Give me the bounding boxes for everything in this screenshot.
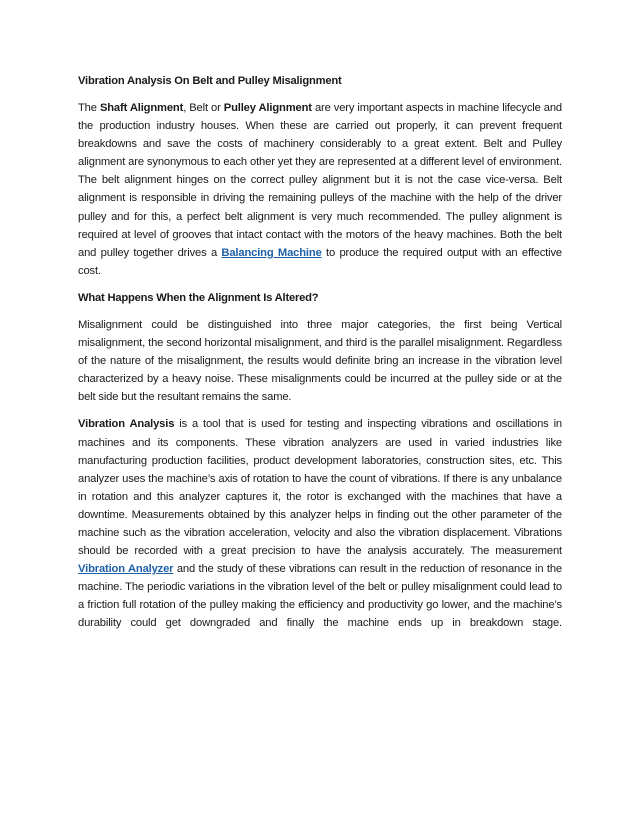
text-run: The bbox=[78, 102, 100, 114]
section-heading: What Happens When the Alignment Is Altered? bbox=[78, 291, 319, 304]
article-title: Vibration Analysis On Belt and Pulley Misalignment bbox=[78, 75, 342, 87]
bold-vibration-analysis: Vibration Analysis bbox=[78, 418, 175, 431]
text-run: is a tool that is used for testing and inspecting vibrations and oscillations in machines and its components. These vibration analyzers are used in varied industries like manufacturing production facilities, product development laboratories, construction sites, etc. This analyzer uses the machine’s axis of rotation to have the count of vibrations. If there is any unbalance in rotation and this analyzer captures it, the rotor is exchanged with the machines that have a downtime. Measurements obtained by this analyzer helps in finding out the other parameter of the machine such as the vibration acceleration, velocity and also the vibration displacement. Vibrations should be recorded with a great precision to have the analysis accurately. The measurement bbox=[78, 418, 562, 558]
text-run: to produce the required output with an effective cost. bbox=[78, 246, 562, 277]
paragraph-vibration-analysis bbox=[78, 415, 562, 632]
bold-shaft-alignment: Shaft Alignment bbox=[99, 102, 184, 114]
text-run: are very important aspects in machine lifecycle and the production industry houses. When these are carried out properly, it can prevent frequent breakdowns and save the costs of machinery considerably to a great extent. Belt and Pulley alignment are synonymous to each other yet they are represented at a different level of environment. The belt alignment hinges on the correct pulley alignment but it is not the case vice-versa. Belt alignment is responsible in driving the remaining pulleys of the machine with the help of the driver pulley and for this, a perfect belt alignment is very much recommended. The pulley alignment is required at level of grooves that intact contact with the motors of the heavy machines. Both the belt and pulley together drives a bbox=[78, 102, 562, 259]
vibration-analyzer-link[interactable]: Vibration Analyzer bbox=[78, 563, 174, 576]
bold-pulley-alignment: Pulley Alignment bbox=[223, 102, 312, 114]
paragraph-intro bbox=[78, 99, 562, 280]
document-page bbox=[78, 72, 562, 642]
balancing-machine-link[interactable]: Balancing Machine bbox=[221, 246, 322, 259]
text-run: , Belt or bbox=[183, 102, 224, 114]
paragraph-misalignment: Misalignment could be distinguished into three major categories, the first being Vertical misalignment, the second horizontal misalignment, and third is the parallel misalignment. Regardless of the nature of the misalignment, the results would definite bring an increase in the vibration level characterized by a heavy noise. These misalignments could be incurred at the pulley side or at the belt side but the resultant remains the same. bbox=[78, 318, 562, 404]
text-run: and the study of these vibrations can result in the reduction of resonance in the machine. The periodic variations in the vibration level of the belt or pulley misalignment could lead to a friction full rotation of the pulley making the efficiency and productivity go lower, and the machine’s durability could get downgraded and finally the machine ends up in breakdown stage. bbox=[78, 563, 562, 630]
